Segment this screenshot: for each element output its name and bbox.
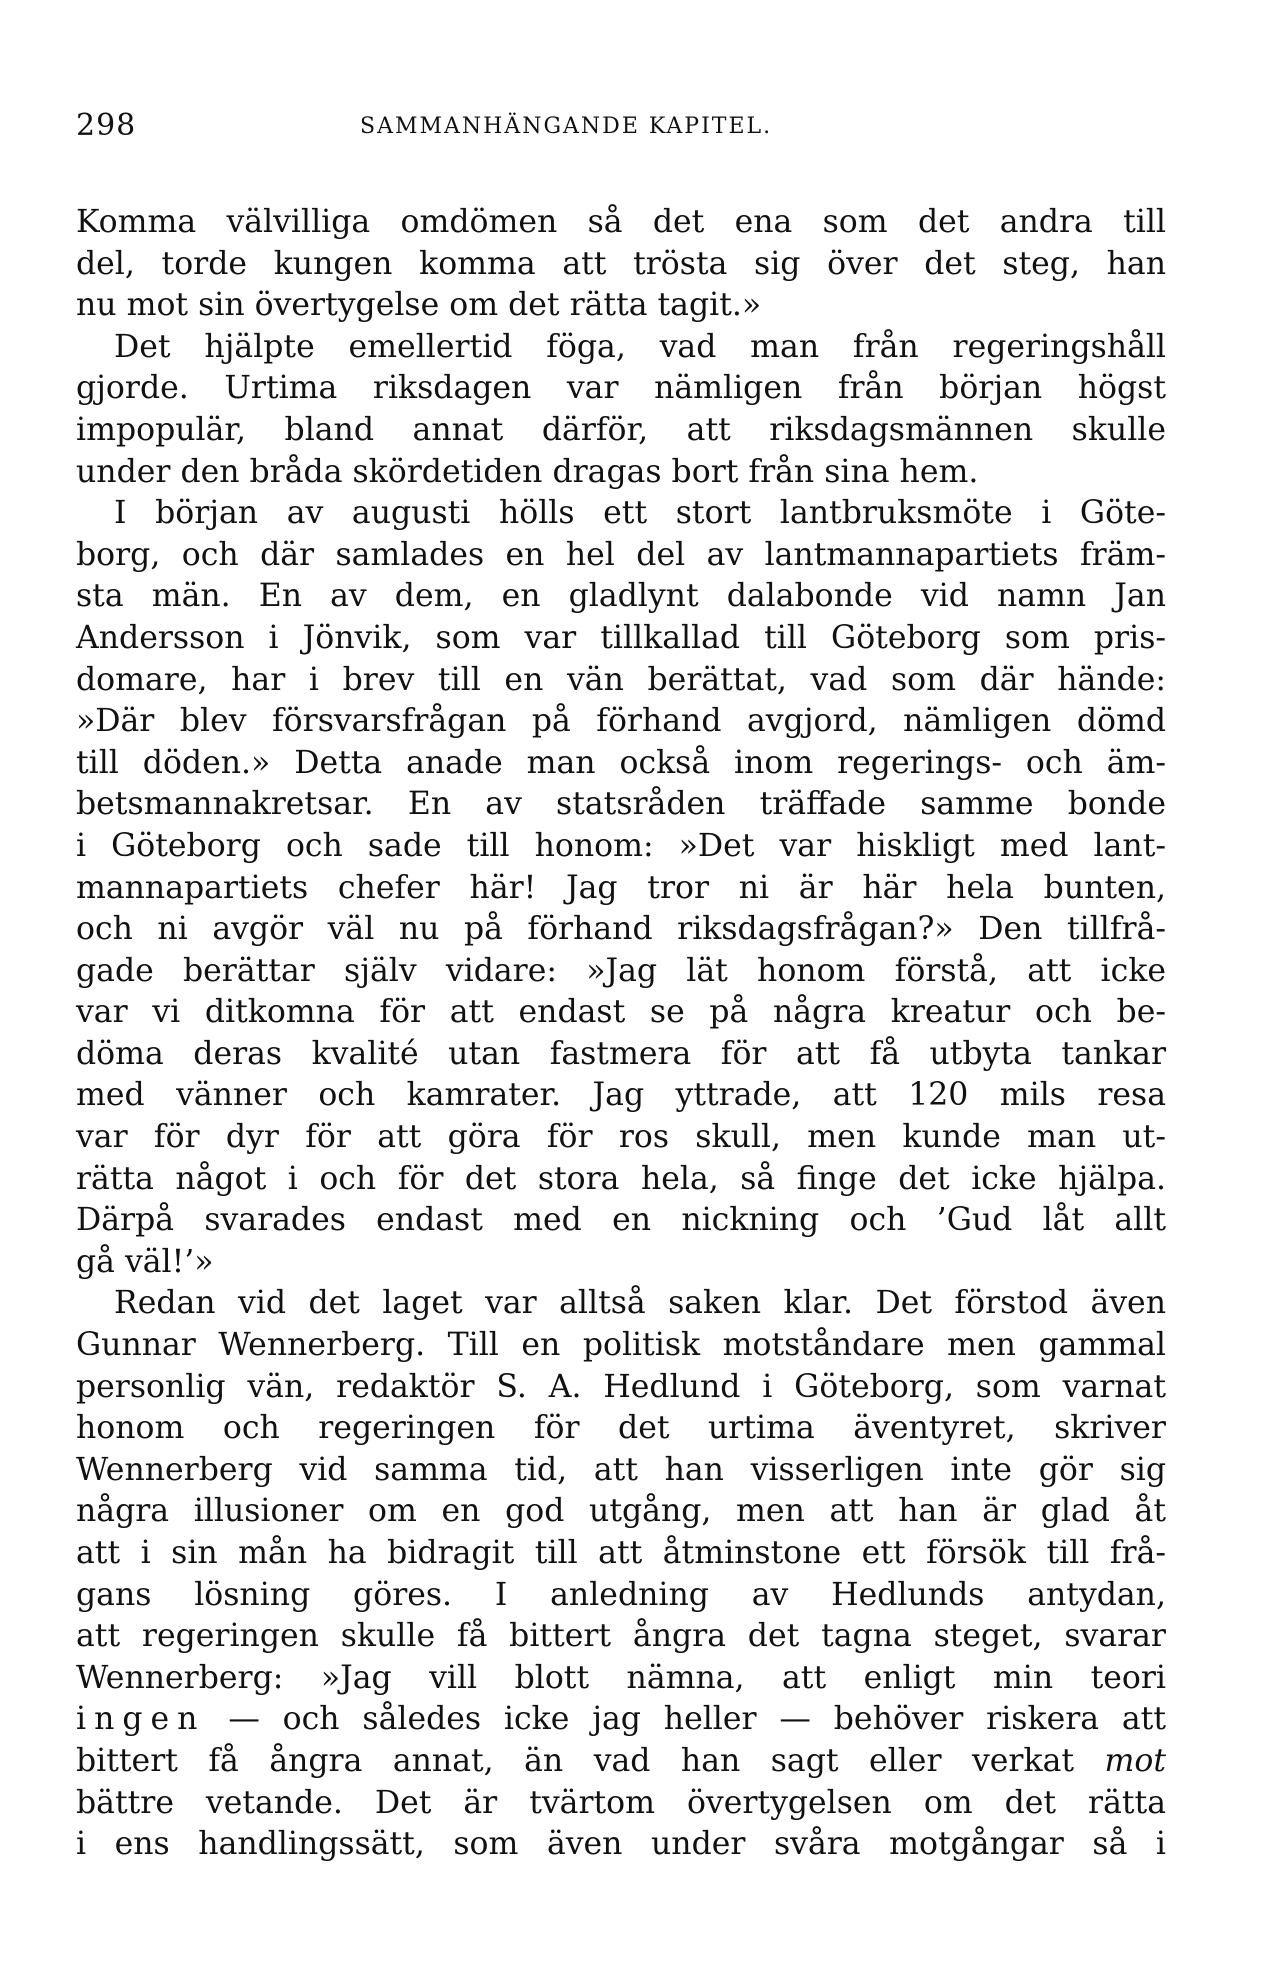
text-line: i ens handlingssätt, som även under svåra motgångar så i — [76, 1826, 1166, 1863]
text-line: gå väl!’» — [76, 1243, 214, 1280]
running-head: SAMMANHÄNGANDE KAPITEL. — [360, 114, 773, 139]
text-line: under den bråda skördetiden dragas bort från sina hem. — [76, 453, 979, 490]
text-line: Det hjälpte emellertid föga, vad man från regeringshåll — [114, 328, 1166, 365]
text-line: var vi ditkomna för att endast se på några kreatur och be- — [76, 994, 1166, 1031]
text-line: Komma välvilliga omdömen så det ena som det andra till — [76, 204, 1166, 240]
italic-line-before: bittert få ångra annat, än vad han sagt eller verkat — [76, 1742, 1105, 1779]
page-header — [76, 108, 1166, 156]
text-line: i Göteborg och sade till honom: »Det var hiskligt med lant- — [76, 827, 1166, 864]
text-line: Därpå svarades endast med en nickning och ’Gud låt allt — [76, 1202, 1166, 1239]
text-line-spaced-emphasis — [76, 1699, 1166, 1741]
text-line: att i sin mån ha bidragit till att åtminstone ett försök till frå- — [76, 1535, 1166, 1571]
text-line: Wennerberg: »Jag vill blott nämna, att enligt min teori — [76, 1659, 1166, 1696]
final-text-lines — [76, 1783, 1166, 1866]
text-line: gans lösning göres. I anledning av Hedlunds antydan, — [76, 1576, 1166, 1613]
text-line: Redan vid det laget var alltså saken klar. Det förstod även — [114, 1285, 1166, 1322]
text-lines — [76, 202, 1166, 1699]
text-line: mannapartiets chefer här! Jag tror ni är här hela bunten, — [76, 869, 1166, 906]
text-line: till döden.» Detta anade man också inom regerings- och äm- — [76, 744, 1166, 781]
text-line: gjorde. Urtima riksdagen var nämligen från början högst — [76, 370, 1166, 407]
text-line: bättre vetande. Det är tvärtom övertygelsen om det rätta — [76, 1784, 1166, 1821]
text-line: honom och regeringen för det urtima äventyret, skriver — [76, 1410, 1166, 1447]
text-line: Gunnar Wennerberg. Till en politisk motståndare men gammal — [76, 1327, 1166, 1364]
text-line: med vänner och kamrater. Jag yttrade, att 120 mils resa — [76, 1077, 1166, 1114]
text-line: och ni avgör väl nu på förhand riksdagsfrågan?» Den tillfrå- — [76, 911, 1166, 948]
spaced-emphasis-word: ingen — [76, 1701, 206, 1738]
text-line: I början av augusti hölls ett stort lantbruksmöte i Göte- — [114, 495, 1166, 532]
text-line: några illusioner om en god utgång, men att han är glad åt — [76, 1493, 1166, 1530]
text-line: att regeringen skulle få bittert ångra det tagna steget, svarar — [76, 1618, 1166, 1655]
italic-word: mot — [1104, 1742, 1166, 1779]
text-line: rätta något i och för det stora hela, så finge det icke hjälpa. — [76, 1160, 1166, 1197]
text-line: impopulär, bland annat därför, att riksdagsmännen skulle — [76, 411, 1166, 448]
text-line: del, torde kungen komma att trösta sig över det steg, han — [76, 245, 1166, 282]
text-line: Wennerberg vid samma tid, att han visserligen inte gör sig — [76, 1451, 1166, 1488]
text-line: gade berättar själv vidare: »Jag lät honom förstå, att icke — [76, 952, 1166, 989]
spaced-line-rest: — och således icke jag heller — behöver riskera att — [205, 1701, 1166, 1738]
text-line: var för dyr för att göra för ros skull, men kunde man ut- — [76, 1119, 1166, 1156]
text-line: domare, har i brev till en vän berättat, vad som där hände: — [76, 661, 1166, 698]
text-line-italic — [76, 1741, 1166, 1783]
book-page — [76, 108, 1166, 1866]
text-line: Andersson i Jönvik, som var tillkallad till Göteborg som pris- — [76, 619, 1166, 656]
text-line: »Där blev försvarsfrågan på förhand avgjord, nämligen dömd — [76, 703, 1166, 740]
text-line: betsmannakretsar. En av statsråden träffade samme bonde — [76, 786, 1166, 823]
text-line: döma deras kvalité utan fastmera för att få utbyta tankar — [76, 1035, 1166, 1072]
text-line: sta män. En av dem, en gladlynt dalabonde vid namn Jan — [76, 578, 1166, 615]
body-text — [76, 202, 1166, 1866]
page-number: 298 — [76, 108, 137, 143]
text-line: borg, och där samlades en hel del av lantmannapartiets främ- — [76, 536, 1166, 573]
text-line: personlig vän, redaktör S. A. Hedlund i Göteborg, som varnat — [76, 1368, 1166, 1405]
text-line: nu mot sin övertygelse om det rätta tagit.» — [76, 287, 762, 324]
